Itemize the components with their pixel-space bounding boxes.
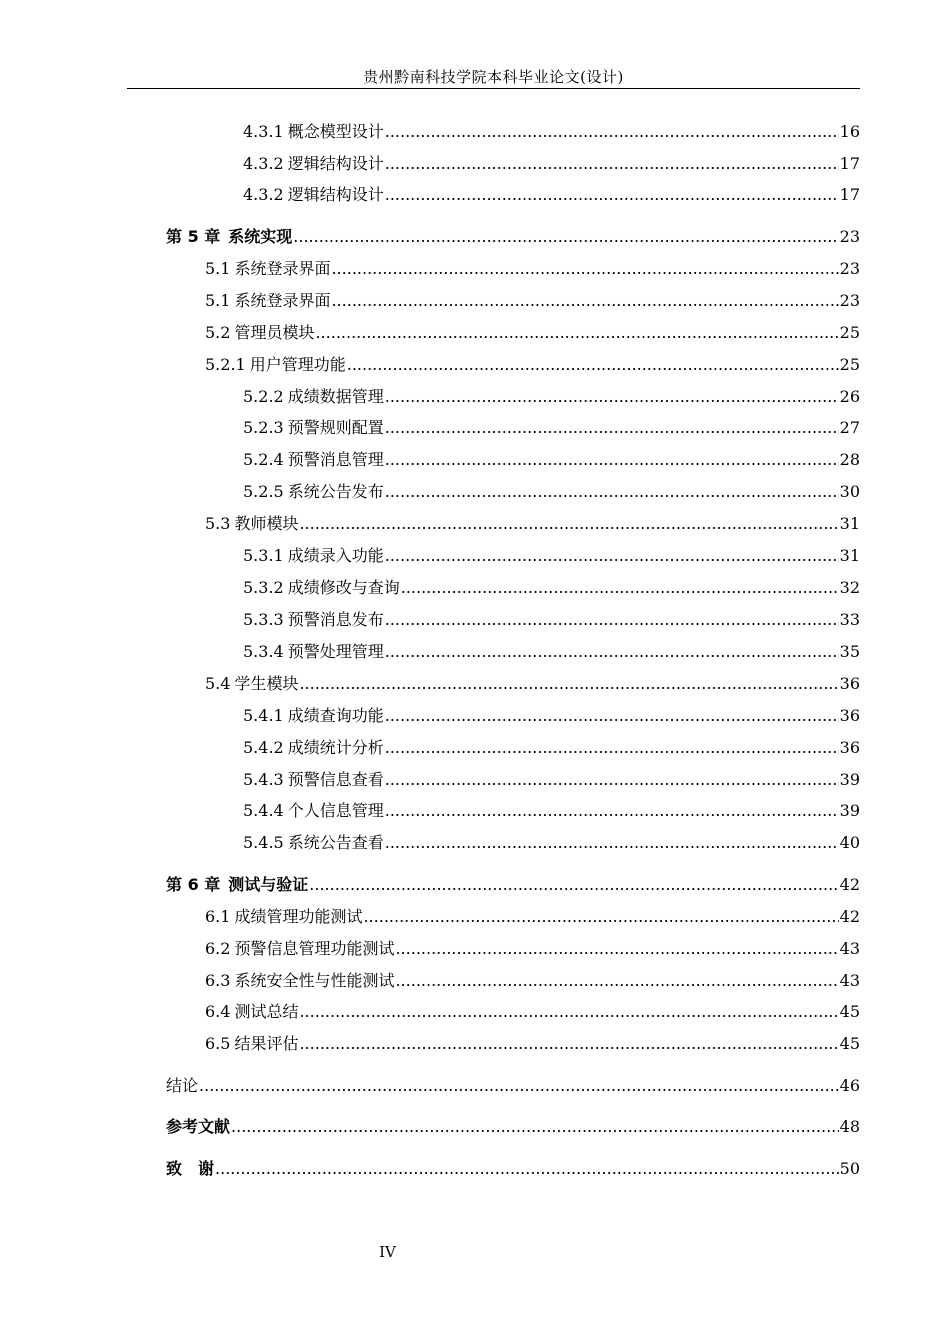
- toc-entry-number: 5.4: [205, 674, 231, 693]
- toc-entry-title: 逻辑结构设计: [287, 185, 384, 204]
- toc-entry-title: 系统公告发布: [287, 482, 384, 501]
- toc-leader-dots: [363, 903, 838, 931]
- toc-entry-number: 4.3.2: [243, 185, 284, 204]
- toc-entry-page: 36: [839, 674, 860, 693]
- toc-leader-dots: [385, 478, 839, 506]
- toc-entry-number: 5.3.3: [243, 610, 284, 629]
- toc-entry-title: 成绩统计分析: [287, 738, 384, 757]
- toc-entry-page: 30: [839, 482, 860, 501]
- toc-entry-page: 32: [839, 578, 860, 597]
- toc-entry-page: 33: [839, 610, 860, 629]
- toc-leader-dots: [215, 1155, 839, 1183]
- toc-entry-title: 系统公告查看: [287, 833, 384, 852]
- toc-entry-title: 预警规则配置: [287, 418, 384, 437]
- toc-entry[interactable]: [243, 150, 860, 178]
- toc-entry-number: 6.5: [205, 1034, 231, 1053]
- toc-entry-title: 系统实现: [228, 227, 293, 246]
- toc-entry-page: 23: [839, 227, 860, 246]
- toc-entry-title: 测试总结: [234, 1002, 299, 1021]
- toc-entry-page: 23: [839, 259, 860, 278]
- toc-entry[interactable]: [243, 478, 860, 506]
- toc-entry-number: 5.2: [205, 323, 231, 342]
- page-number: IV: [379, 1243, 396, 1261]
- toc-entry[interactable]: [205, 670, 860, 698]
- toc-entry-number: 5.2.2: [243, 387, 284, 406]
- toc-entry-page: 35: [839, 642, 860, 661]
- toc-entry-page: 17: [839, 185, 860, 204]
- toc-entry-number: 5.3.2: [243, 578, 284, 597]
- toc-entry-number: 5.3.1: [243, 546, 284, 565]
- toc-entry-title: 用户管理功能: [249, 355, 346, 374]
- toc-leader-dots: [385, 734, 839, 762]
- toc-entry-number: 5.1: [205, 259, 231, 278]
- toc-entry[interactable]: [205, 319, 860, 347]
- toc-entry-page: 50: [839, 1159, 860, 1178]
- toc-entry-page: 36: [839, 706, 860, 725]
- toc-entry[interactable]: [243, 181, 860, 209]
- toc-leader-dots: [309, 871, 838, 899]
- toc-entry-number: 5.2.3: [243, 418, 284, 437]
- toc-entry-number: 5.2.1: [205, 355, 246, 374]
- toc-entry[interactable]: [205, 510, 860, 538]
- toc-entry-page: 45: [839, 1002, 860, 1021]
- toc-entry-title: 系统登录界面: [234, 291, 331, 310]
- toc-entry[interactable]: [205, 998, 860, 1026]
- toc-entry-number: 5.3.4: [243, 642, 284, 661]
- toc-leader-dots: [385, 446, 839, 474]
- toc-leader-dots: [299, 670, 838, 698]
- toc-entry[interactable]: [243, 446, 860, 474]
- toc-leader-dots: [401, 574, 839, 602]
- toc-entry-page: 40: [839, 833, 860, 852]
- toc-leader-dots: [331, 255, 838, 283]
- toc-entry[interactable]: [243, 414, 860, 442]
- toc-entry-page: 31: [839, 514, 860, 533]
- toc-entry-page: 39: [839, 801, 860, 820]
- toc-leader-dots: [299, 998, 838, 1026]
- toc-entry[interactable]: [205, 351, 860, 379]
- toc-leader-dots: [347, 351, 839, 379]
- toc-entry-page: 16: [839, 122, 860, 141]
- toc-entry-number: 5.4.3: [243, 770, 284, 789]
- toc-entry-title: 成绩数据管理: [287, 387, 384, 406]
- toc-entry-title: 教师模块: [234, 514, 299, 533]
- toc-entry-page: 42: [839, 875, 860, 894]
- toc-entry-page: 46: [839, 1076, 860, 1095]
- toc-leader-dots: [385, 383, 839, 411]
- toc-entry-page: 45: [839, 1034, 860, 1053]
- toc-entry-page: 25: [839, 355, 860, 374]
- toc-leader-dots: [315, 319, 838, 347]
- toc-entry[interactable]: [166, 1113, 860, 1141]
- toc-entry-page: 17: [839, 154, 860, 173]
- toc-entry[interactable]: [205, 255, 860, 283]
- toc-entry-title: 管理员模块: [234, 323, 315, 342]
- toc-entry-number: 5.3: [205, 514, 231, 533]
- toc-entry-title: 成绩查询功能: [287, 706, 384, 725]
- toc-leader-dots: [385, 542, 839, 570]
- toc-entry-title: 成绩修改与查询: [287, 578, 400, 597]
- toc-entry-title: 成绩管理功能测试: [234, 907, 363, 926]
- toc-entry-title: 结果评估: [234, 1034, 299, 1053]
- toc-entry[interactable]: [243, 118, 860, 146]
- toc-entry[interactable]: [166, 871, 860, 899]
- toc-leader-dots: [385, 414, 839, 442]
- toc-entry[interactable]: [243, 766, 860, 794]
- toc-entry-title: 个人信息管理: [287, 801, 384, 820]
- toc-entry-title: 预警信息管理功能测试: [234, 939, 395, 958]
- toc-entry[interactable]: [243, 606, 860, 634]
- toc-entry-number: 6.3: [205, 971, 231, 990]
- toc-entry-number: 第 6 章: [166, 875, 221, 894]
- toc-entry[interactable]: [205, 935, 860, 963]
- toc-entry-page: 36: [839, 738, 860, 757]
- toc-entry-number: 5.2.5: [243, 482, 284, 501]
- toc-entry-number: 4.3.2: [243, 154, 284, 173]
- toc-entry[interactable]: [166, 1155, 860, 1183]
- toc-entry-number: 5.1: [205, 291, 231, 310]
- toc-entry-number: 4.3.1: [243, 122, 284, 141]
- toc-leader-dots: [293, 223, 838, 251]
- toc-entry[interactable]: [243, 797, 860, 825]
- toc-entry-page: 28: [839, 450, 860, 469]
- toc-leader-dots: [385, 829, 839, 857]
- toc-leader-dots: [395, 967, 838, 995]
- toc-entry-number: 6.1: [205, 907, 231, 926]
- toc-entry-title: 系统登录界面: [234, 259, 331, 278]
- toc-entry-number: 6.4: [205, 1002, 231, 1021]
- toc-entry-title: 学生模块: [234, 674, 299, 693]
- toc-leader-dots: [199, 1072, 839, 1100]
- toc-leader-dots: [385, 638, 839, 666]
- toc-entry-number: 第 5 章: [166, 227, 221, 246]
- toc-entry-title: 预警消息发布: [287, 610, 384, 629]
- toc-entry[interactable]: [243, 383, 860, 411]
- toc-entry[interactable]: [166, 1072, 860, 1100]
- toc-entry[interactable]: [243, 734, 860, 762]
- toc-leader-dots: [299, 510, 838, 538]
- toc-entry[interactable]: [243, 829, 860, 857]
- toc-entry[interactable]: [205, 967, 860, 995]
- toc-entry-title: 预警处理管理: [287, 642, 384, 661]
- toc-entry-page: 31: [839, 546, 860, 565]
- toc-entry-number: 5.4.5: [243, 833, 284, 852]
- toc-entry-page: 25: [839, 323, 860, 342]
- page-header: 贵州黔南科技学院本科毕业论文(设计): [127, 66, 860, 89]
- toc-entry-title: 成绩录入功能: [287, 546, 384, 565]
- toc-entry-number: 5.4.1: [243, 706, 284, 725]
- toc-entry-title: 预警消息管理: [287, 450, 384, 469]
- toc-entry[interactable]: [243, 638, 860, 666]
- toc-entry-number: 6.2: [205, 939, 231, 958]
- toc-entry-number: 5.4.2: [243, 738, 284, 757]
- toc-entry[interactable]: [166, 223, 860, 251]
- toc-entry[interactable]: [243, 574, 860, 602]
- toc-entry-number: 5.2.4: [243, 450, 284, 469]
- toc-entry-page: 48: [839, 1117, 860, 1136]
- toc-entry-page: 43: [839, 971, 860, 990]
- toc-entry[interactable]: [243, 542, 860, 570]
- toc-leader-dots: [385, 797, 839, 825]
- toc-entry-title: 预警信息查看: [287, 770, 384, 789]
- toc-entry[interactable]: [205, 903, 860, 931]
- toc-leader-dots: [385, 702, 839, 730]
- toc-entry[interactable]: [243, 702, 860, 730]
- toc-entry[interactable]: [205, 1030, 860, 1058]
- toc-entry-title: 结论: [166, 1076, 199, 1095]
- toc-entry-title: 致 谢: [166, 1159, 215, 1178]
- toc-entry-title: 系统安全性与性能测试: [234, 971, 395, 990]
- toc-leader-dots: [385, 181, 839, 209]
- toc-leader-dots: [385, 150, 839, 178]
- toc-entry-page: 39: [839, 770, 860, 789]
- toc-entry-title: 逻辑结构设计: [287, 154, 384, 173]
- toc-entry-title: 参考文献: [166, 1117, 231, 1136]
- toc-entry-number: 5.4.4: [243, 801, 284, 820]
- toc-leader-dots: [385, 766, 839, 794]
- toc-entry-title: 概念模型设计: [287, 122, 384, 141]
- toc-entry[interactable]: [205, 287, 860, 315]
- toc-entry-page: 27: [839, 418, 860, 437]
- toc-entry-page: 43: [839, 939, 860, 958]
- toc-entry-page: 42: [839, 907, 860, 926]
- toc-leader-dots: [231, 1113, 839, 1141]
- toc-entry-page: 26: [839, 387, 860, 406]
- toc-leader-dots: [385, 606, 839, 634]
- toc-entry-title: 测试与验证: [228, 875, 309, 894]
- toc-entry-page: 23: [839, 291, 860, 310]
- toc-leader-dots: [299, 1030, 838, 1058]
- toc-leader-dots: [331, 287, 838, 315]
- toc-leader-dots: [385, 118, 839, 146]
- toc-leader-dots: [395, 935, 838, 963]
